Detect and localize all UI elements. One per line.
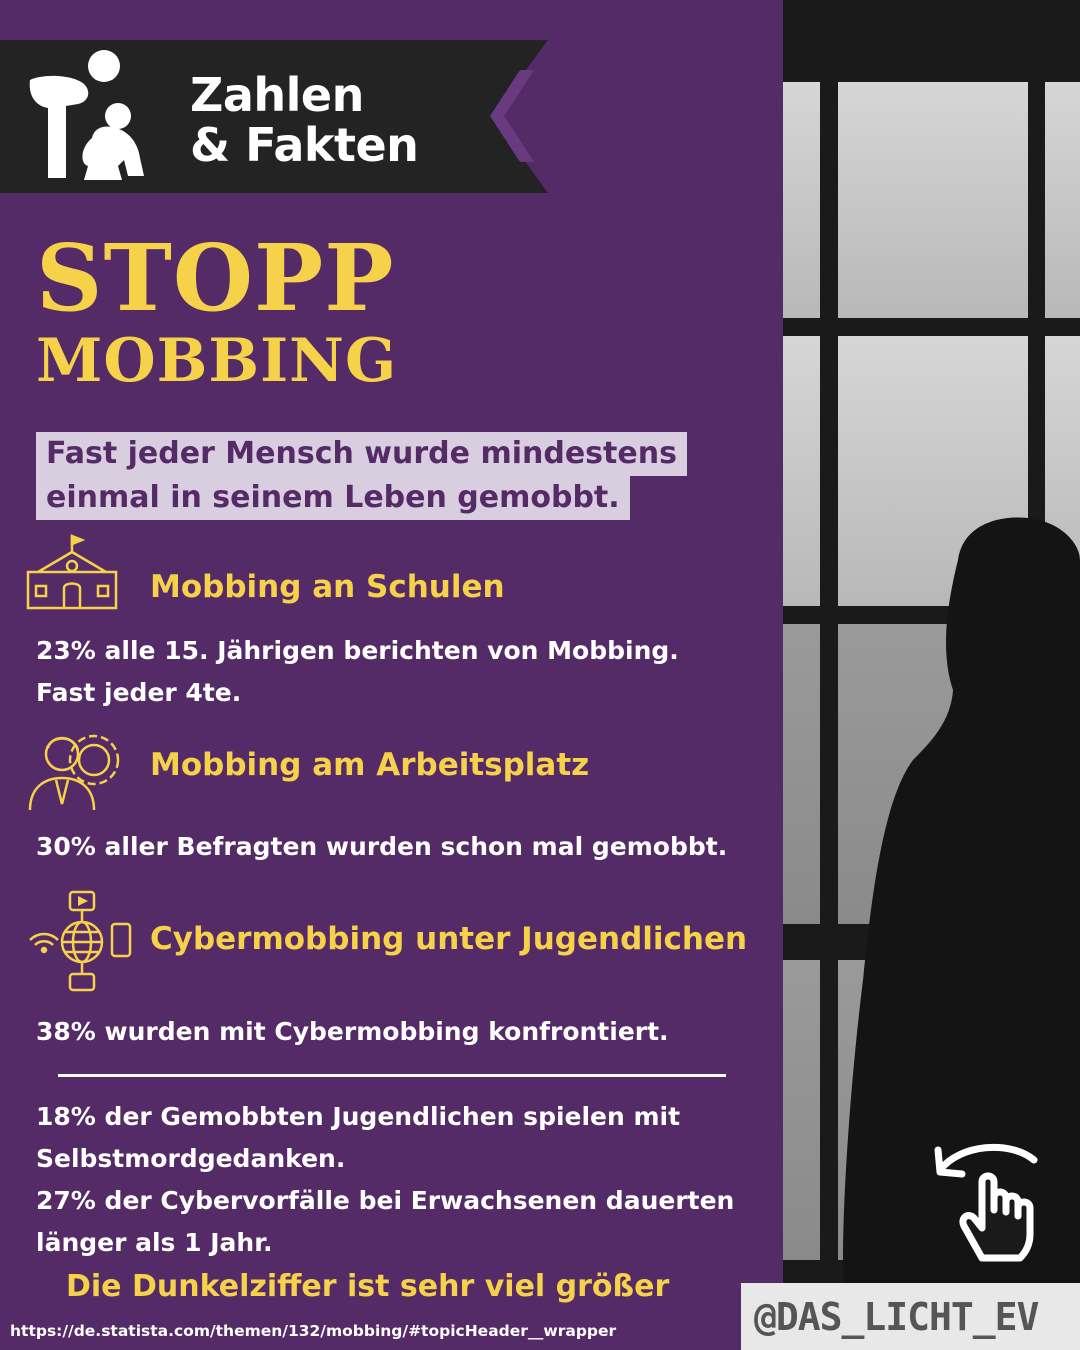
intro-highlight — [36, 432, 687, 520]
intro-line2: einmal in seinem Leben gemobbt. — [36, 476, 630, 520]
closing-statement: Die Dunkelziffer ist sehr viel größer — [66, 1269, 670, 1304]
worker-gear-icon — [24, 724, 126, 814]
section-title-schools: Mobbing an Schulen — [150, 569, 505, 605]
divider — [58, 1074, 726, 1077]
headline-stopp: STOPP — [36, 224, 395, 332]
bullying-figures-icon — [22, 48, 154, 188]
banner-title — [190, 70, 418, 170]
swipe-hand-icon[interactable] — [930, 1134, 1060, 1264]
cyber-network-icon — [26, 890, 136, 996]
section-schools-line2: Fast jeder 4te. — [36, 678, 242, 707]
banner-title-line2: & Fakten — [190, 118, 419, 172]
intro-line1: Fast jeder Mensch wurde mindestens — [36, 432, 687, 476]
section-title-cyber: Cybermobbing unter Jugendlichen — [150, 921, 748, 957]
fact-line1: 18% der Gemobbten Jugendlichen spielen mit — [36, 1102, 681, 1131]
school-icon — [24, 532, 120, 612]
fact-line3: 27% der Cybervorfälle bei Erwachsenen dauerten — [36, 1186, 735, 1215]
fact-line2: Selbstmordgedanken. — [36, 1144, 346, 1173]
banner-title-line1: Zahlen — [190, 68, 364, 122]
section-schools-line1: 23% alle 15. Jährigen berichten von Mobbing. — [36, 636, 679, 665]
instagram-handle[interactable]: @DAS_LICHT_EV — [754, 1295, 1039, 1339]
section-workplace-line1: 30% aller Befragten wurden schon mal gemobbt. — [36, 832, 728, 861]
fact-line4: länger als 1 Jahr. — [36, 1228, 273, 1257]
section-cyber-line1: 38% wurden mit Cybermobbing konfrontiert. — [36, 1017, 669, 1046]
headline-mobbing: MOBBING — [36, 326, 398, 396]
source-link[interactable]: https://de.statista.com/themen/132/mobbing/#topicHeader__wrapper — [10, 1322, 617, 1340]
section-title-workplace: Mobbing am Arbeitsplatz — [150, 747, 590, 783]
